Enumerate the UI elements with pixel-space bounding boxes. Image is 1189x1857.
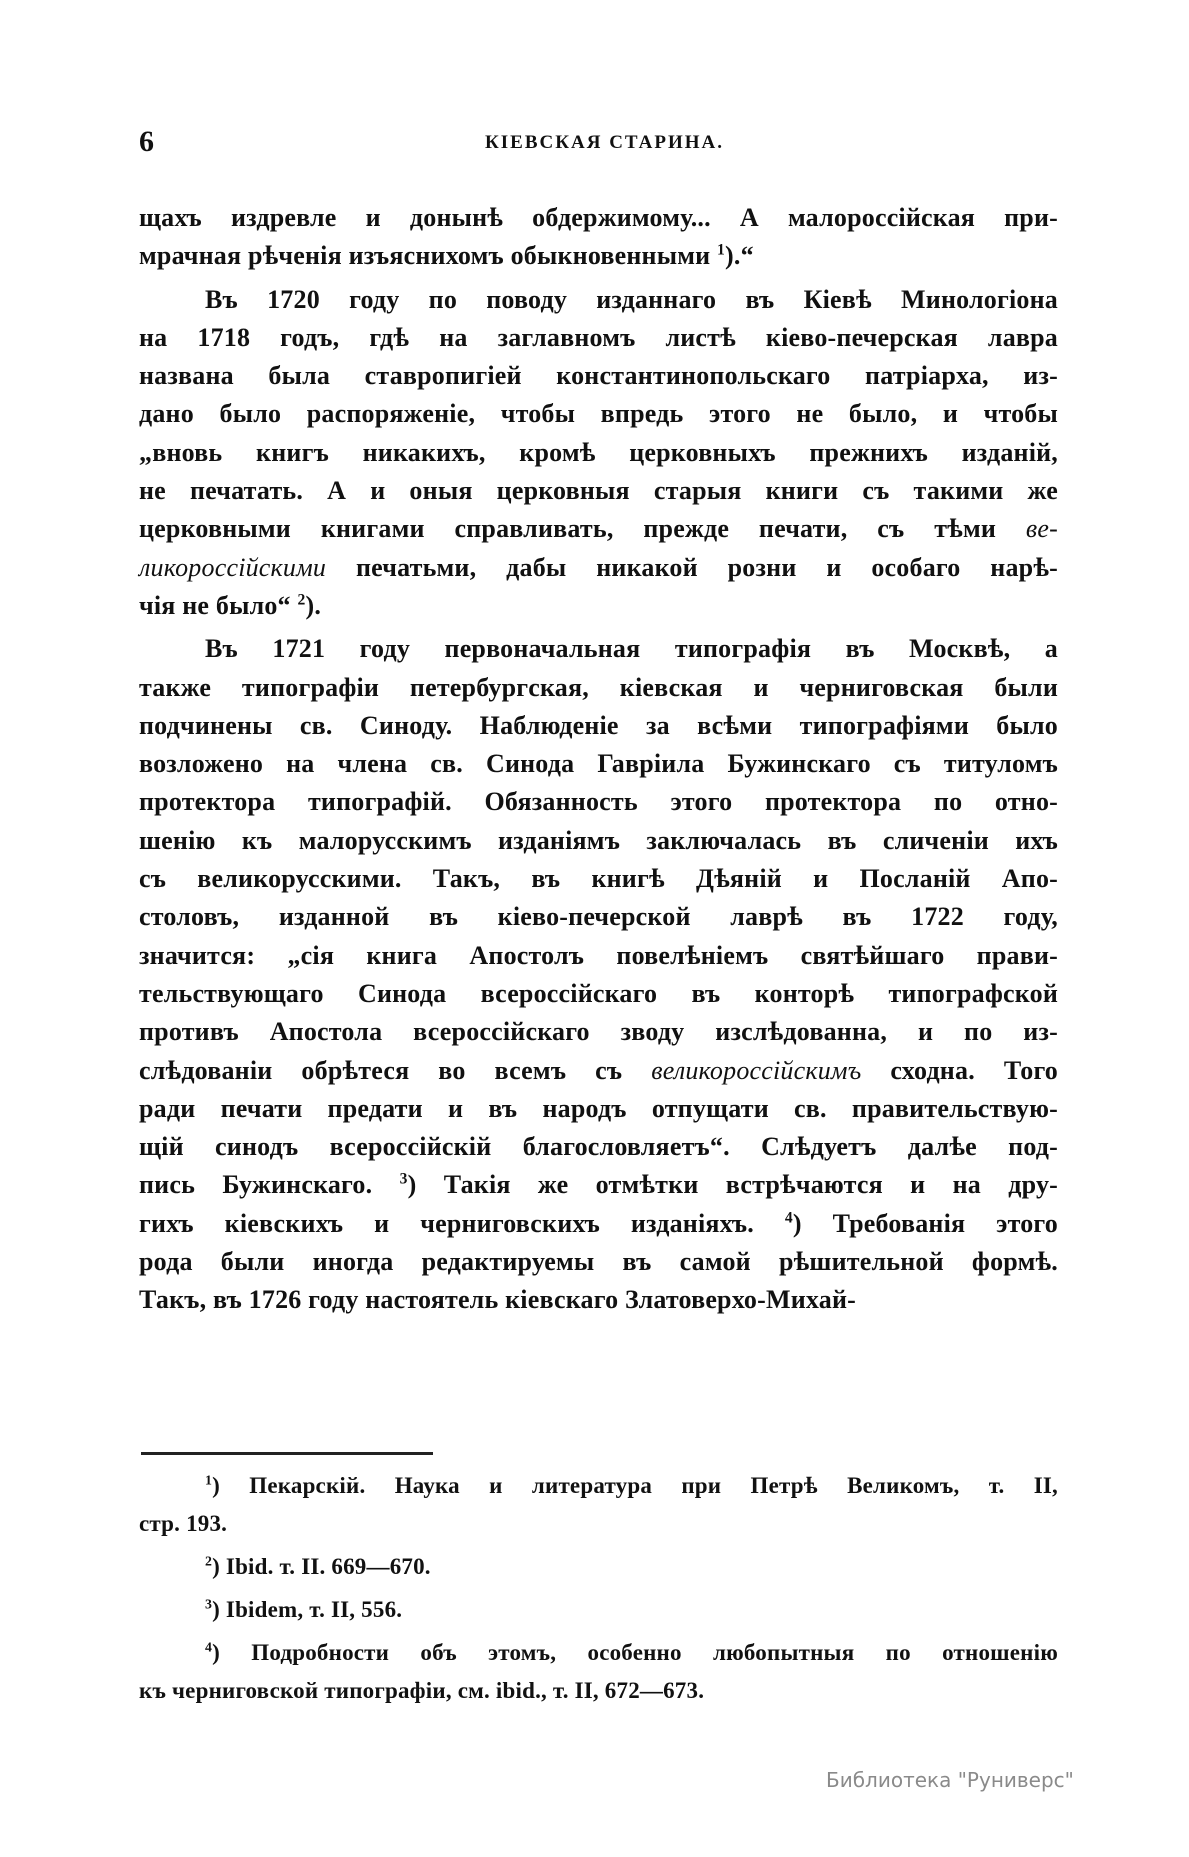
- text-segment: ) Такія же отмѣтки встрѣчаются и на дру-: [407, 1170, 1058, 1200]
- text-line: [139, 1166, 1058, 1204]
- text-line: [139, 1467, 1058, 1505]
- footnote-ref: 1: [717, 241, 726, 259]
- text-line: [139, 745, 1058, 783]
- text-line: [139, 1013, 1058, 1051]
- text-segment: подчинены св. Синоду. Наблюденіе за всѣми типографіями было: [139, 710, 1058, 740]
- text-line: [139, 510, 1058, 548]
- text-line: [139, 1128, 1058, 1166]
- footnote-ref: 4: [205, 1639, 213, 1655]
- text-line: [139, 669, 1058, 707]
- text-segment: ).“: [725, 241, 754, 271]
- text-line: [139, 1591, 1058, 1629]
- footnote-ref: 4: [784, 1209, 793, 1227]
- text-line: [139, 237, 1058, 275]
- text-line: [139, 319, 1058, 357]
- text-line: [139, 587, 1058, 625]
- text-segment: не печатать. А и оныя церковныя старыя книги съ такими же: [139, 476, 1058, 506]
- text-segment: печатьми, дабы никакой розни и особаго нарѣ-: [326, 552, 1058, 582]
- text-line: [139, 472, 1058, 510]
- text-segment: церковными книгами справливать, прежде печати, съ тѣми: [139, 514, 1026, 544]
- text-segment: протектора типографій. Обязанность этого протектора по отно-: [139, 787, 1058, 817]
- text-segment: ) Ibid. т. II. 669—670.: [212, 1554, 431, 1579]
- text-segment: чія не было“: [139, 590, 298, 620]
- footnote-ref: 1: [205, 1472, 213, 1488]
- text-segment: Такъ, въ 1726 году настоятель кіевскаго Златоверхо-Михай-: [139, 1285, 857, 1315]
- text-line: [139, 822, 1058, 860]
- text-segment: слѣдованіи обрѣтеся во всемъ съ: [139, 1055, 652, 1085]
- text-segment: ) Пекарскій. Наука и литература при Петрѣ Великомъ, т. II,: [212, 1473, 1058, 1498]
- footnote-ref: 3: [205, 1596, 213, 1612]
- text-line: [139, 1672, 1058, 1710]
- text-line: [139, 549, 1058, 587]
- text-line: [139, 937, 1058, 975]
- text-line: [139, 1281, 1058, 1319]
- text-segment: ).: [305, 590, 322, 620]
- footnote-ref: 3: [399, 1170, 408, 1188]
- text-segment: ) Подробности объ этомъ, особенно любопытныя по отношенію: [212, 1640, 1058, 1665]
- text-segment: гихъ кіевскихъ и черниговскихъ изданіяхъ.: [139, 1208, 785, 1238]
- text-segment: дано было распоряженіе, чтобы впредь этого не было, и чтобы: [139, 399, 1058, 429]
- text-segment: щахъ издревле и донынѣ обдержимому... А малороссійская при-: [139, 203, 1058, 232]
- italic-text: ве-: [1025, 514, 1058, 544]
- text-line: [139, 395, 1058, 433]
- running-title: КІЕВСКАЯ СТАРИНА.: [484, 132, 724, 153]
- text-segment: Въ 1720 году по поводу изданнаго въ Кіевѣ Минологіона: [205, 284, 1058, 314]
- text-line: [139, 860, 1058, 898]
- text-line: [139, 707, 1058, 745]
- text-segment: „вновь книгъ никакихъ, кромѣ церковныхъ прежнихъ изданій,: [139, 437, 1058, 467]
- text-line: [139, 1090, 1058, 1128]
- text-segment: названа была ставропигіей константинопольскаго патріарха, из-: [139, 361, 1058, 391]
- text-segment: къ черниговской типографіи, см. ibid., т. II, 672—673.: [139, 1678, 705, 1703]
- text-segment: ) Ibidem, т. II, 556.: [212, 1597, 403, 1622]
- text-segment: Въ 1721 году первоначальная типографія въ Москвѣ, а: [205, 634, 1058, 664]
- text-segment: съ великорусскими. Такъ, въ книгѣ Дѣяній и Посланій Апо-: [139, 864, 1058, 894]
- text-segment: щій синодъ всероссійскій благословляетъ“. Слѣдуетъ далѣе под-: [139, 1132, 1058, 1162]
- footnote-ref: 2: [205, 1553, 213, 1569]
- text-line: [139, 1548, 1058, 1586]
- text-segment: ) Требованія этого: [792, 1208, 1058, 1238]
- text-segment: также типографіи петербургская, кіевская и черниговская были: [139, 672, 1058, 702]
- text-segment: столовъ, изданной въ кіево-печерской лаврѣ въ 1722 году,: [139, 902, 1058, 932]
- text-line: [139, 199, 1058, 237]
- text-segment: сходна. Того: [861, 1055, 1058, 1085]
- text-line: [139, 1634, 1058, 1672]
- text-line: [139, 898, 1058, 936]
- text-line: [139, 434, 1058, 472]
- text-segment: рода были иногда редактируемы въ самой рѣшительной формѣ.: [139, 1247, 1058, 1277]
- text-segment: на 1718 годъ, гдѣ на заглавномъ листѣ кіево-печерская лавра: [139, 322, 1058, 352]
- paragraph: [139, 199, 1058, 276]
- text-segment: значится: „сія книга Апостолъ повелѣніемъ святѣйшаго прави-: [139, 940, 1058, 970]
- footnote-divider: [141, 1452, 433, 1455]
- text-line: [139, 630, 1058, 668]
- footnote-ref: 2: [297, 591, 306, 609]
- paragraph: [139, 281, 1058, 626]
- text-line: [139, 1052, 1058, 1090]
- footnote: [139, 1591, 1058, 1629]
- text-line: [139, 281, 1058, 319]
- text-segment: пись Бужинскаго.: [139, 1170, 400, 1200]
- footnote: [139, 1548, 1058, 1586]
- footnotes: [139, 1467, 1058, 1715]
- text-line: [139, 1205, 1058, 1243]
- text-segment: шенію къ малорусскимъ изданіямъ заключалась въ сличеніи ихъ: [139, 825, 1058, 855]
- text-segment: тельствующаго Синода всероссійскаго въ конторѣ типографской: [139, 978, 1058, 1008]
- footnote: [139, 1634, 1058, 1710]
- paragraph: [139, 630, 1058, 1319]
- text-segment: стр. 193.: [139, 1511, 228, 1536]
- page-number: 6: [139, 125, 154, 158]
- text-line: [139, 357, 1058, 395]
- text-line: [139, 1505, 1058, 1543]
- text-line: [139, 783, 1058, 821]
- main-text: [139, 199, 1058, 1325]
- footnote: [139, 1467, 1058, 1543]
- italic-text: великороссійскимъ: [651, 1055, 862, 1085]
- text-segment: ради печати предати и въ народъ отпущати св. правительствую-: [139, 1093, 1058, 1123]
- text-segment: противъ Апостола всероссійскаго зводу изслѣдованна, и по из-: [139, 1017, 1058, 1047]
- text-segment: мрачная рѣченія изъяснихомъ обыкновенными: [139, 241, 718, 271]
- text-segment: возложено на члена св. Синода Гавріила Бужинскаго съ титуломъ: [139, 749, 1058, 779]
- italic-text: ликороссійскими: [139, 552, 327, 582]
- library-watermark: Библиотека "Руниверс": [826, 1768, 1074, 1792]
- text-line: [139, 1243, 1058, 1281]
- text-line: [139, 975, 1058, 1013]
